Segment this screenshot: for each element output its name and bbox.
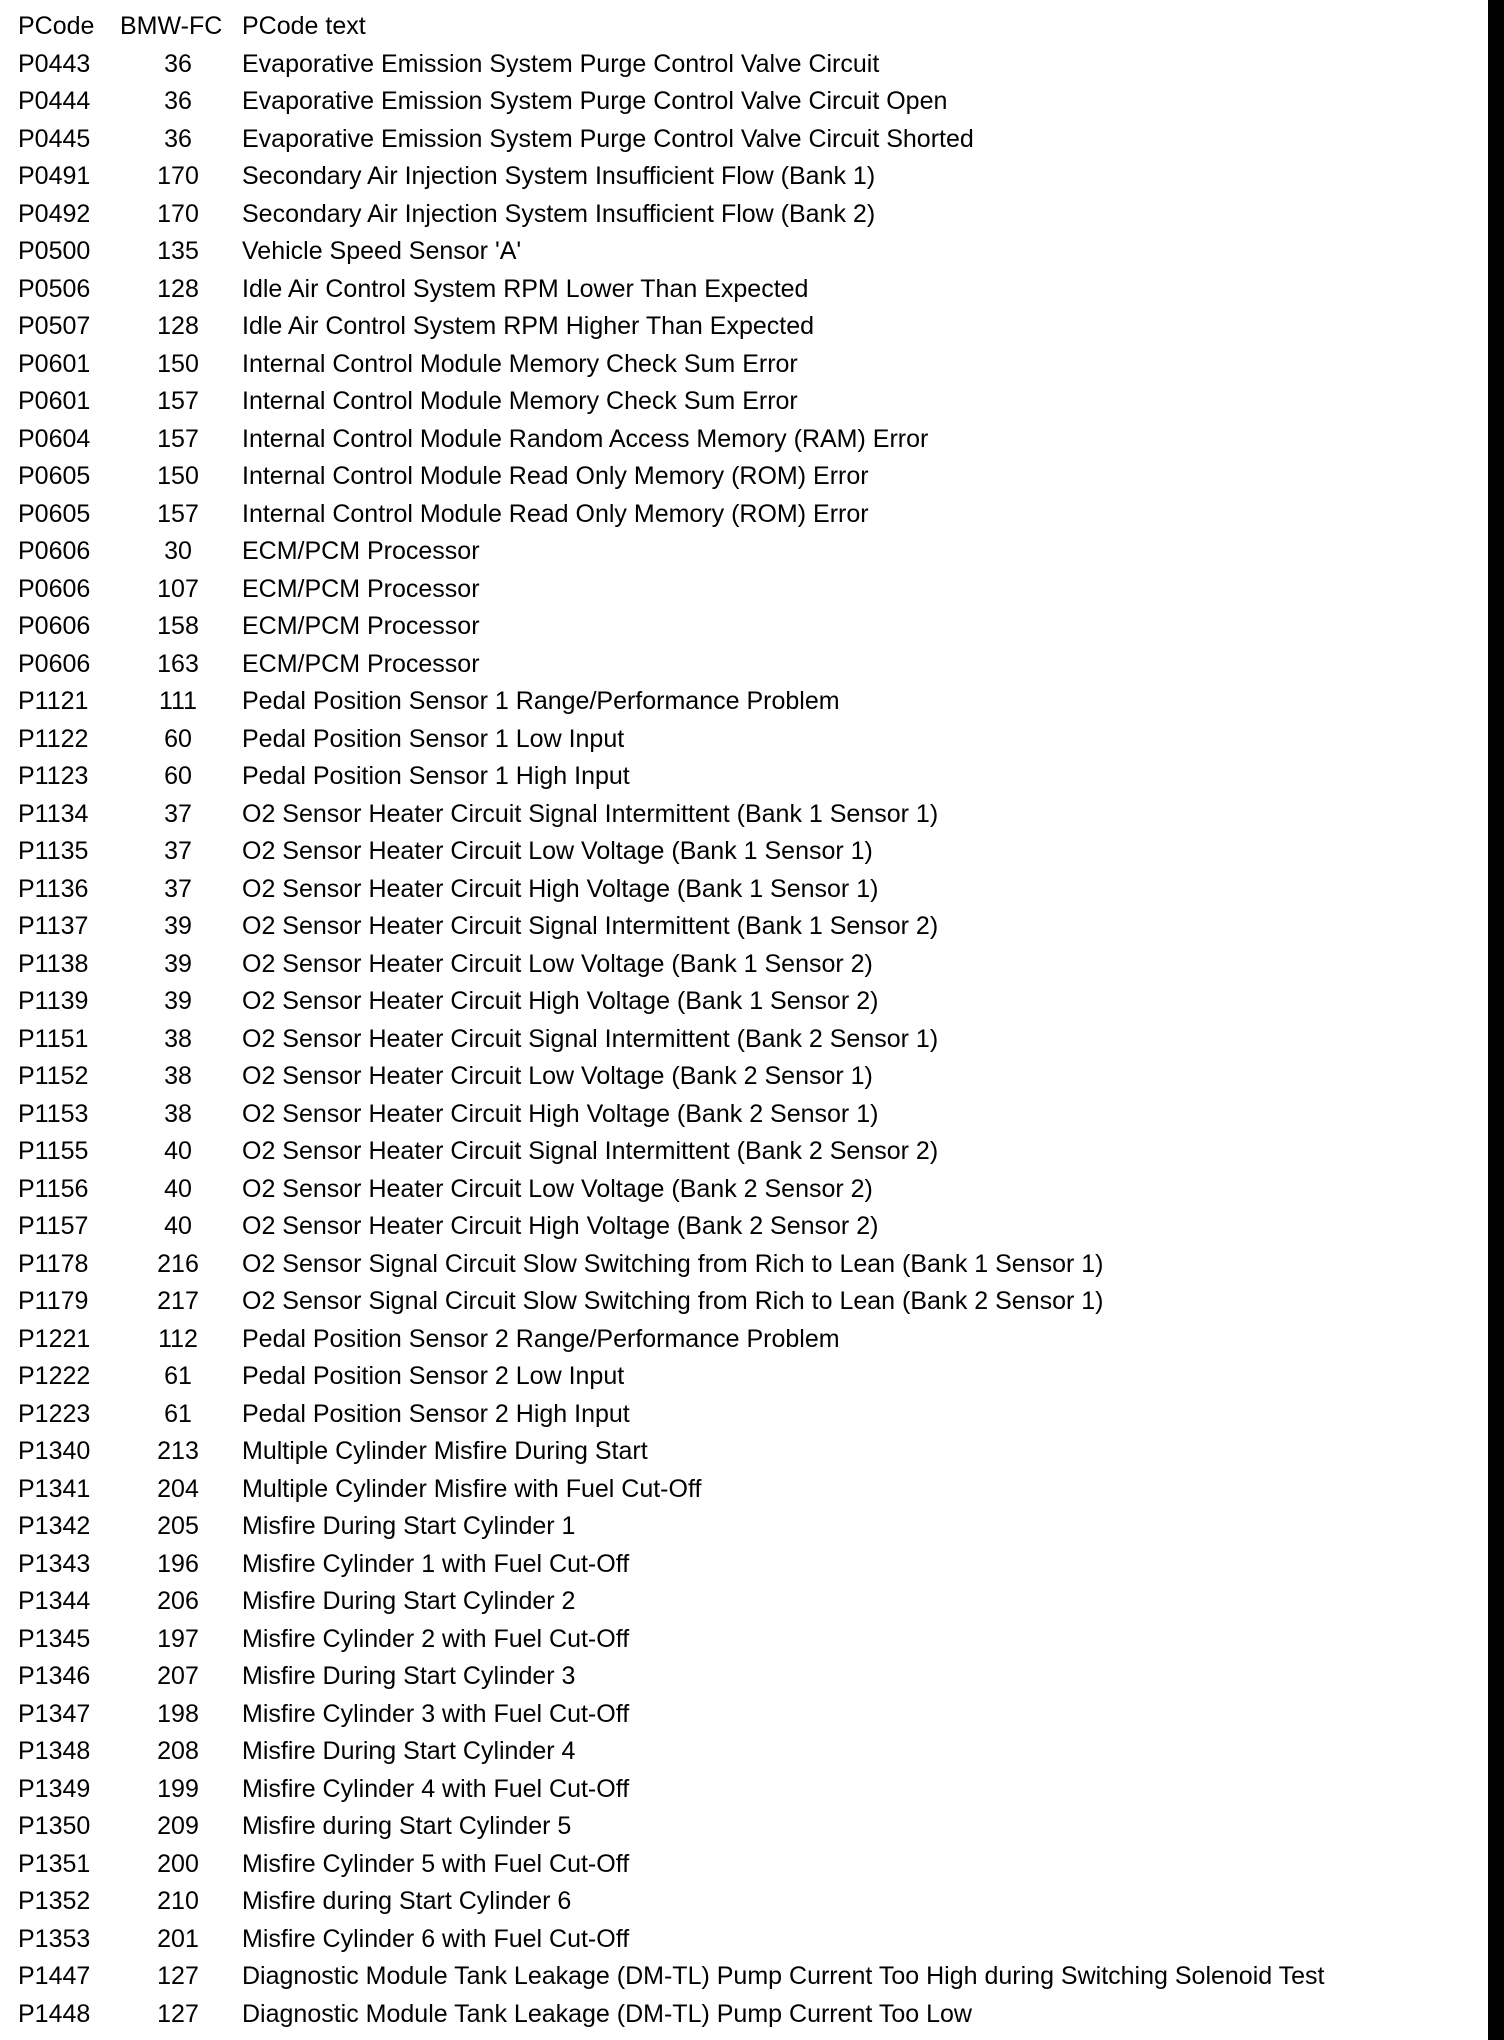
cell-pcode-text: O2 Sensor Heater Circuit Signal Intermittent (Bank 2 Sensor 2) [242, 1137, 939, 1165]
cell-pcode: P1157 [18, 1212, 89, 1240]
table-row [18, 1996, 1458, 2034]
cell-bmw-fc: 30 [164, 537, 192, 565]
table-row [18, 1846, 1458, 1884]
cell-pcode: P1138 [18, 949, 89, 978]
table-row [18, 608, 1458, 646]
cell-pcode: P1349 [18, 1774, 91, 1803]
table-row [18, 683, 1458, 721]
cell-bmw-fc: 40 [164, 1212, 192, 1240]
cell-pcode: P1343 [18, 1549, 91, 1578]
cell-pcode-text: O2 Sensor Heater Circuit High Voltage (Bank 2 Sensor 2) [242, 1212, 879, 1240]
table-row [18, 1958, 1458, 1996]
table-row [18, 1321, 1458, 1359]
table-row [18, 533, 1458, 571]
cell-bmw-fc: 197 [157, 1624, 199, 1653]
cell-pcode: P1348 [18, 1737, 91, 1765]
table-row [18, 758, 1458, 796]
cell-bmw-fc: 216 [157, 1249, 199, 1278]
cell-pcode: P0605 [18, 499, 91, 528]
table-row [18, 1171, 1458, 1209]
cell-pcode: P0606 [18, 612, 91, 640]
cell-pcode: P0443 [18, 49, 91, 78]
cell-pcode-text: Misfire During Start Cylinder 4 [242, 1737, 576, 1765]
cell-bmw-fc: 209 [157, 1812, 199, 1840]
table-row [18, 1658, 1458, 1696]
cell-pcode-text: ECM/PCM Processor [242, 537, 480, 565]
table-row [18, 1621, 1458, 1659]
cell-pcode-text: Pedal Position Sensor 1 High Input [242, 762, 630, 790]
table-row [18, 1096, 1458, 1134]
table-row [18, 1433, 1458, 1471]
cell-bmw-fc: 111 [158, 687, 197, 715]
table-row [18, 646, 1458, 684]
table-row [18, 1133, 1458, 1171]
cell-pcode: P1123 [18, 762, 89, 790]
cell-bmw-fc: 37 [164, 799, 192, 828]
cell-bmw-fc: 199 [157, 1774, 199, 1803]
cell-pcode: P0601 [18, 387, 91, 415]
cell-bmw-fc: 170 [157, 162, 199, 190]
cell-pcode-text: Pedal Position Sensor 1 Range/Performance Problem [242, 687, 840, 715]
cell-bmw-fc: 157 [157, 424, 199, 453]
cell-bmw-fc: 40 [164, 1174, 192, 1203]
cell-pcode: P1134 [18, 799, 89, 828]
cell-pcode-text: Multiple Cylinder Misfire During Start [242, 1437, 648, 1465]
cell-pcode-text: Pedal Position Sensor 2 High Input [242, 1399, 630, 1428]
cell-pcode: P1347 [18, 1699, 91, 1728]
table-row [18, 796, 1458, 834]
cell-bmw-fc: 107 [157, 574, 199, 603]
cell-bmw-fc: 208 [157, 1737, 199, 1765]
cell-pcode-text: Diagnostic Module Tank Leakage (DM-TL) Pump Current Too High during Switching Solenoid Test [242, 1962, 1325, 1990]
cell-pcode-text: Misfire During Start Cylinder 2 [242, 1587, 576, 1615]
cell-pcode: P1179 [18, 1287, 89, 1315]
cell-pcode-text: Multiple Cylinder Misfire with Fuel Cut-Off [242, 1474, 702, 1503]
cell-pcode: P1222 [18, 1362, 91, 1390]
cell-pcode: P0605 [18, 462, 91, 490]
header-pcode: PCode [18, 12, 95, 40]
cell-pcode-text: Idle Air Control System RPM Lower Than Expected [242, 274, 809, 303]
cell-bmw-fc: 61 [164, 1362, 192, 1390]
cell-pcode: P1155 [18, 1137, 89, 1165]
cell-pcode-text: Misfire Cylinder 6 with Fuel Cut-Off [242, 1924, 630, 1953]
cell-bmw-fc: 39 [164, 987, 192, 1015]
table-row [18, 346, 1458, 384]
cell-pcode-text: O2 Sensor Heater Circuit High Voltage (Bank 1 Sensor 1) [242, 874, 879, 903]
cell-bmw-fc: 207 [157, 1662, 199, 1690]
cell-pcode-text: Internal Control Module Memory Check Sum Error [242, 349, 798, 378]
cell-pcode: P1137 [18, 912, 89, 940]
cell-pcode-text: Internal Control Module Random Access Memory (RAM) Error [242, 424, 929, 453]
cell-bmw-fc: 39 [164, 949, 192, 978]
cell-pcode-text: Internal Control Module Read Only Memory (ROM) Error [242, 499, 869, 528]
cell-pcode-text: Idle Air Control System RPM Higher Than Expected [242, 312, 815, 340]
table-row [18, 83, 1458, 121]
cell-pcode-text: ECM/PCM Processor [242, 612, 480, 640]
cell-pcode-text: O2 Sensor Heater Circuit Low Voltage (Bank 2 Sensor 2) [242, 1174, 873, 1203]
cell-pcode-text: Pedal Position Sensor 2 Low Input [242, 1362, 625, 1390]
right-edge-bar [1488, 0, 1504, 2040]
cell-pcode-text: O2 Sensor Heater Circuit Low Voltage (Bank 1 Sensor 1) [242, 837, 873, 865]
table-row [18, 1696, 1458, 1734]
table-row [18, 233, 1458, 271]
cell-pcode: P1178 [18, 1249, 89, 1278]
cell-bmw-fc: 150 [157, 462, 199, 490]
cell-pcode-text: Evaporative Emission System Purge Control Valve Circuit Open [242, 87, 948, 115]
cell-pcode: P1221 [18, 1324, 91, 1353]
cell-pcode: P1122 [18, 724, 89, 753]
cell-bmw-fc: 127 [157, 1999, 199, 2028]
header-bmw-fc: BMW-FC [120, 12, 223, 40]
table-row [18, 46, 1458, 84]
cell-pcode: P1223 [18, 1399, 91, 1428]
cell-pcode-text: O2 Sensor Heater Circuit Signal Intermittent (Bank 2 Sensor 1) [242, 1024, 939, 1053]
cell-bmw-fc: 112 [158, 1324, 198, 1353]
table-row [18, 1583, 1458, 1621]
cell-pcode: P0604 [18, 424, 91, 453]
cell-pcode: P0445 [18, 124, 91, 153]
table-row [18, 1883, 1458, 1921]
cell-pcode: P1136 [18, 874, 89, 903]
table-header-row [18, 8, 1458, 46]
cell-pcode: P0507 [18, 312, 91, 340]
cell-bmw-fc: 158 [157, 612, 199, 640]
cell-pcode: P1447 [18, 1962, 91, 1990]
table-row [18, 308, 1458, 346]
cell-bmw-fc: 128 [157, 312, 199, 340]
table-row [18, 196, 1458, 234]
cell-bmw-fc: 40 [164, 1137, 192, 1165]
cell-bmw-fc: 213 [157, 1437, 199, 1465]
cell-pcode-text: O2 Sensor Heater Circuit Low Voltage (Bank 1 Sensor 2) [242, 949, 873, 978]
table-row [18, 271, 1458, 309]
table-row [18, 1021, 1458, 1059]
cell-bmw-fc: 36 [164, 49, 192, 78]
cell-pcode: P0601 [18, 349, 91, 378]
cell-pcode: P1352 [18, 1887, 91, 1915]
cell-pcode-text: Pedal Position Sensor 1 Low Input [242, 724, 625, 753]
cell-pcode-text: Misfire Cylinder 2 with Fuel Cut-Off [242, 1624, 630, 1653]
cell-bmw-fc: 39 [164, 912, 192, 940]
cell-bmw-fc: 38 [164, 1062, 192, 1090]
cell-pcode-text: Misfire Cylinder 1 with Fuel Cut-Off [242, 1549, 630, 1578]
cell-pcode: P0606 [18, 649, 91, 678]
cell-pcode: P1345 [18, 1624, 91, 1653]
cell-bmw-fc: 205 [157, 1512, 199, 1540]
cell-pcode-text: O2 Sensor Heater Circuit Low Voltage (Bank 2 Sensor 1) [242, 1062, 873, 1090]
table-row [18, 383, 1458, 421]
cell-pcode-text: O2 Sensor Heater Circuit High Voltage (Bank 1 Sensor 2) [242, 987, 879, 1015]
table-row [18, 1808, 1458, 1846]
cell-bmw-fc: 127 [157, 1962, 199, 1990]
cell-pcode: P1341 [18, 1474, 91, 1503]
cell-pcode: P0444 [18, 87, 91, 115]
cell-pcode: P0491 [18, 162, 91, 190]
table-row [18, 946, 1458, 984]
table-body [18, 46, 1458, 2034]
cell-pcode-text: Internal Control Module Read Only Memory (ROM) Error [242, 462, 869, 490]
cell-pcode: P1342 [18, 1512, 91, 1540]
cell-pcode: P1152 [18, 1062, 89, 1090]
cell-pcode-text: Misfire during Start Cylinder 6 [242, 1887, 572, 1915]
cell-bmw-fc: 135 [157, 237, 199, 265]
cell-pcode: P1139 [18, 987, 89, 1015]
cell-pcode: P1121 [18, 687, 89, 715]
table-row [18, 571, 1458, 609]
table-row [18, 1733, 1458, 1771]
cell-bmw-fc: 37 [164, 837, 192, 865]
table-row [18, 121, 1458, 159]
cell-pcode-text: O2 Sensor Signal Circuit Slow Switching from Rich to Lean (Bank 1 Sensor 1) [242, 1249, 1104, 1278]
cell-bmw-fc: 37 [164, 874, 192, 903]
cell-pcode-text: O2 Sensor Heater Circuit Signal Intermittent (Bank 1 Sensor 2) [242, 912, 939, 940]
cell-pcode-text: Misfire Cylinder 3 with Fuel Cut-Off [242, 1699, 630, 1728]
cell-bmw-fc: 36 [164, 124, 192, 153]
cell-pcode: P1346 [18, 1662, 91, 1690]
cell-pcode: P1448 [18, 1999, 91, 2028]
table-row [18, 1921, 1458, 1959]
cell-bmw-fc: 206 [157, 1587, 199, 1615]
cell-pcode: P1151 [18, 1024, 89, 1053]
cell-pcode: P0606 [18, 537, 91, 565]
table-row [18, 1358, 1458, 1396]
cell-pcode-text: ECM/PCM Processor [242, 574, 480, 603]
table-row [18, 1546, 1458, 1584]
cell-pcode-text: O2 Sensor Signal Circuit Slow Switching from Rich to Lean (Bank 2 Sensor 1) [242, 1287, 1104, 1315]
cell-pcode-text: ECM/PCM Processor [242, 649, 480, 678]
cell-pcode-text: Evaporative Emission System Purge Control Valve Circuit [242, 49, 880, 78]
table-row [18, 1058, 1458, 1096]
cell-pcode-text: Pedal Position Sensor 2 Range/Performance Problem [242, 1324, 840, 1353]
cell-bmw-fc: 128 [157, 274, 199, 303]
cell-bmw-fc: 61 [164, 1399, 192, 1428]
cell-pcode: P0500 [18, 237, 91, 265]
table-row [18, 458, 1458, 496]
cell-bmw-fc: 170 [157, 199, 199, 228]
cell-bmw-fc: 60 [164, 762, 192, 790]
cell-pcode-text: Misfire During Start Cylinder 3 [242, 1662, 576, 1690]
cell-bmw-fc: 210 [157, 1887, 199, 1915]
cell-bmw-fc: 201 [157, 1924, 199, 1953]
cell-pcode-text: Misfire Cylinder 4 with Fuel Cut-Off [242, 1774, 630, 1803]
cell-pcode: P1340 [18, 1437, 91, 1465]
cell-pcode: P1153 [18, 1099, 89, 1128]
table-row [18, 1396, 1458, 1434]
cell-pcode-text: Internal Control Module Memory Check Sum Error [242, 387, 798, 415]
cell-pcode: P1135 [18, 837, 89, 865]
cell-pcode: P0606 [18, 574, 91, 603]
cell-pcode: P1156 [18, 1174, 89, 1203]
cell-bmw-fc: 217 [157, 1287, 199, 1315]
header-pcode-text: PCode text [242, 12, 366, 40]
table-row [18, 158, 1458, 196]
cell-bmw-fc: 38 [164, 1099, 192, 1128]
table-row [18, 1208, 1458, 1246]
cell-bmw-fc: 157 [157, 387, 199, 415]
table-row [18, 1508, 1458, 1546]
cell-bmw-fc: 60 [164, 724, 192, 753]
cell-bmw-fc: 163 [157, 649, 199, 678]
cell-pcode: P0506 [18, 274, 91, 303]
table-row [18, 421, 1458, 459]
table-row [18, 833, 1458, 871]
cell-pcode-text: Misfire during Start Cylinder 5 [242, 1812, 572, 1840]
cell-pcode: P1350 [18, 1812, 91, 1840]
table-row [18, 721, 1458, 759]
table-row [18, 983, 1458, 1021]
cell-pcode-text: Secondary Air Injection System Insufficient Flow (Bank 2) [242, 199, 876, 228]
cell-bmw-fc: 198 [157, 1699, 199, 1728]
cell-bmw-fc: 38 [164, 1024, 192, 1053]
table-row [18, 496, 1458, 534]
cell-pcode: P1351 [18, 1849, 91, 1878]
cell-bmw-fc: 196 [157, 1549, 199, 1578]
cell-pcode-text: Evaporative Emission System Purge Control Valve Circuit Shorted [242, 124, 974, 153]
cell-pcode-text: Misfire During Start Cylinder 1 [242, 1512, 576, 1540]
cell-bmw-fc: 36 [164, 87, 192, 115]
table-row [18, 1283, 1458, 1321]
cell-bmw-fc: 200 [157, 1849, 199, 1878]
cell-pcode-text: Diagnostic Module Tank Leakage (DM-TL) Pump Current Too Low [242, 1999, 972, 2028]
cell-pcode-text: Misfire Cylinder 5 with Fuel Cut-Off [242, 1849, 630, 1878]
table-row [18, 1771, 1458, 1809]
cell-pcode-text: O2 Sensor Heater Circuit High Voltage (Bank 2 Sensor 1) [242, 1099, 879, 1128]
cell-pcode-text: O2 Sensor Heater Circuit Signal Intermittent (Bank 1 Sensor 1) [242, 799, 939, 828]
cell-bmw-fc: 150 [157, 349, 199, 378]
cell-pcode: P1344 [18, 1587, 91, 1615]
table-row [18, 871, 1458, 909]
cell-pcode: P1353 [18, 1924, 91, 1953]
cell-pcode: P0492 [18, 199, 91, 228]
cell-pcode-text: Vehicle Speed Sensor 'A' [242, 237, 522, 265]
table-row [18, 1471, 1458, 1509]
cell-bmw-fc: 204 [157, 1474, 199, 1503]
cell-pcode-text: Secondary Air Injection System Insufficient Flow (Bank 1) [242, 162, 876, 190]
pcode-table [18, 8, 1458, 2033]
table-row [18, 908, 1458, 946]
table-row [18, 1246, 1458, 1284]
cell-bmw-fc: 157 [157, 499, 199, 528]
